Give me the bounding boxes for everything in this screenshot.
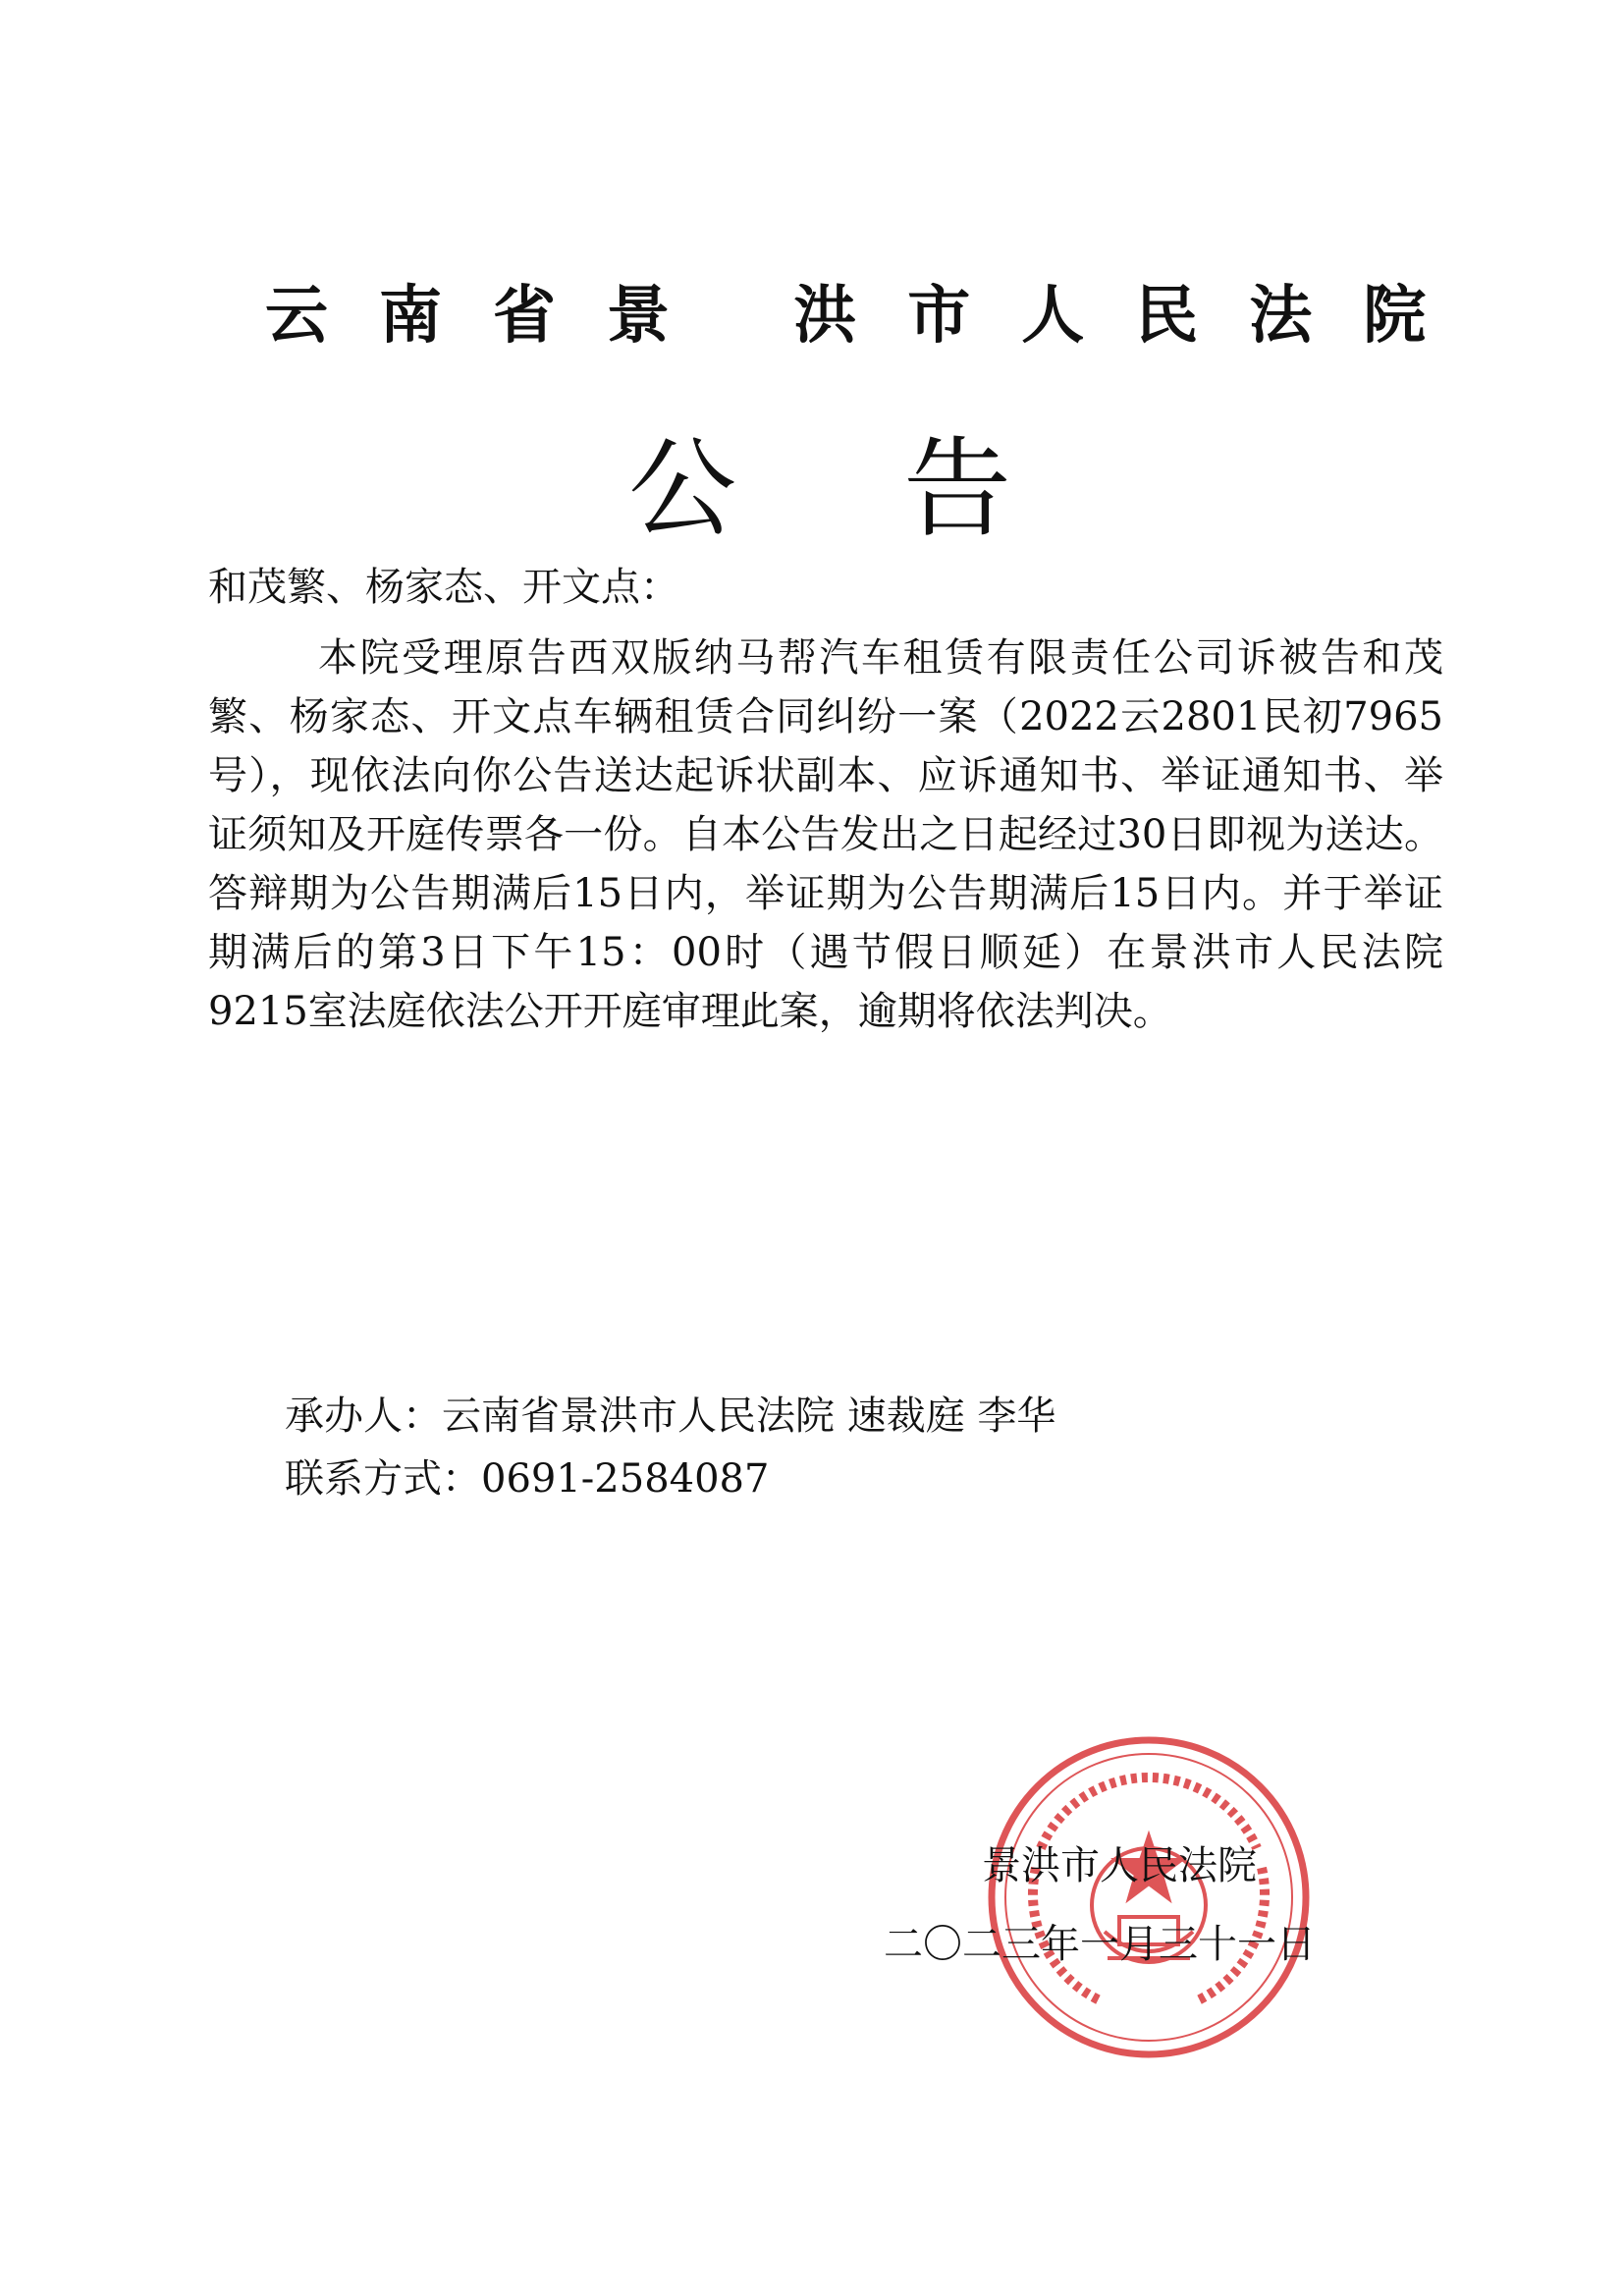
- seal-outer-ring: [992, 1740, 1306, 2054]
- handler-line: 承办人：云南省景洪市人民法院 速裁庭 李华: [285, 1394, 1056, 1439]
- seal-inner-ring: [1005, 1754, 1292, 2041]
- signature-court: 景洪市人民法院: [982, 1843, 1257, 1888]
- court-name-heading: 云南省景 洪市人民法院: [265, 280, 1478, 353]
- signature-date: 二〇二三年一月三十一日: [884, 1922, 1316, 1967]
- recipients-line: 和茂繁、杨家态、开文点：: [208, 565, 679, 610]
- notice-body: 本院受理原告西双版纳马帮汽车租赁有限责任公司诉被告和茂繁、杨家态、开文点车辆租赁合同纠纷一案（2022云2801民初7965号），现依法向你公告送达起诉状副本、应诉通知书、举证通知书、举证须知及开庭传票各一份。自本公告发出之日起经过30日即视为送达。答辩期为公告期满后15日内，举证期为公告期满后15日内。并于举证期满后的第3日下午15：00时（遇节假日顺延）在景洪市人民法院9215室法庭依法公开开庭审理此案，逾期将依法判决。: [208, 635, 1443, 1034]
- court-seal-stamp: [982, 1730, 1316, 2064]
- document-title: 公告: [628, 426, 1178, 552]
- contact-line: 联系方式：0691-2584087: [285, 1456, 770, 1502]
